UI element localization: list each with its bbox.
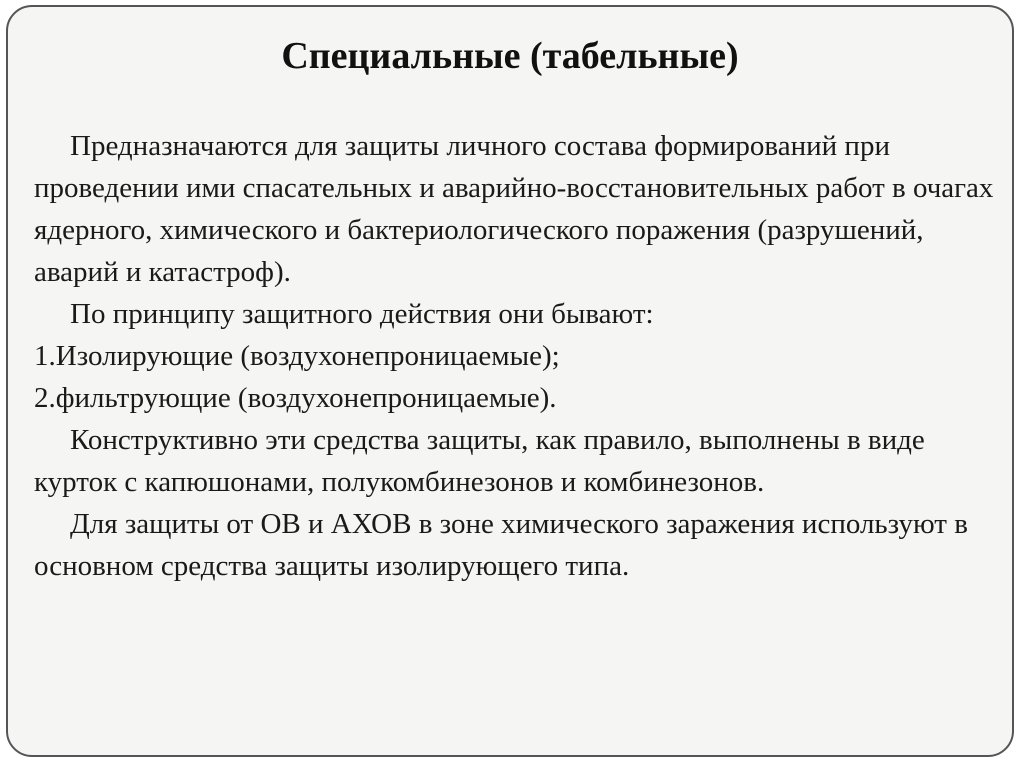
list-item-1: 1.Изолирующие (воздухонепроницаемые); [34,340,560,372]
paragraph-construction: Конструктивно эти средства защиты, как правило, выполнены в виде курток с капюшонами, полукомбинезонов и комбинезонов. [34,424,925,498]
slide-title: Специальные (табельные) [281,35,739,77]
paragraph-intro: Предназначаются для защиты личного состава формирований при проведении ими спасательных и аварийно-восстановительных работ в очагах ядерного, химического и бактериологического поражения (разрушений, аварий и катастроф). [34,130,994,288]
paragraph-principle: По принципу защитного действия они бывают: [70,298,654,330]
slide-body [34,125,994,587]
paragraph-chemical: Для защиты от ОВ и АХОВ в зоне химического заражения используют в основном средства защиты изолирующего типа. [34,508,968,582]
slide-frame [6,5,1014,757]
list-item-2: 2.фильтрующие (воздухонепроницаемые). [34,382,557,414]
